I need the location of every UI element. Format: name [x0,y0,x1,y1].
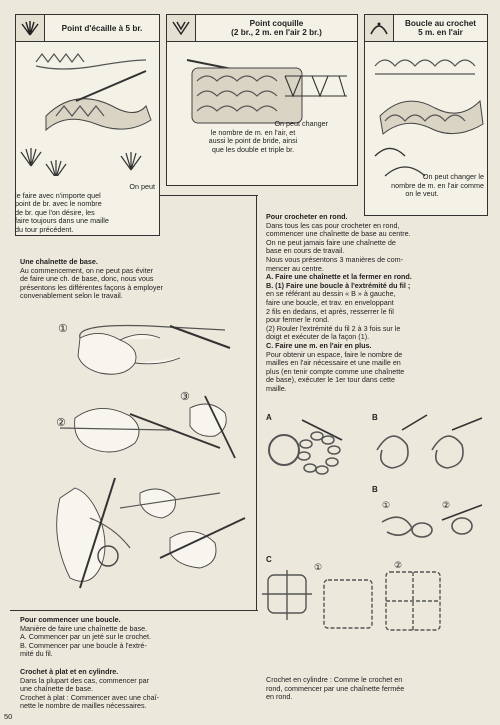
section-line: Crochet en cylindre : Comme le crochet en [266,675,403,684]
subsection-title: A. Faire une chaînette et la fermer en rond. [266,272,412,282]
figure-label: A [266,413,272,422]
frame-divider-vertical [256,195,257,610]
title-line: 5 m. en l'air [418,28,463,37]
caption-line: nombre de m. en l'air comme [391,180,484,190]
hands-crochet-illustration [20,318,252,590]
section-line: base en cours de travail. [266,246,345,256]
title-line: (2 br., 2 m. en l'air 2 br.) [231,28,322,37]
title-line: Boucle au crochet [405,19,476,28]
panel-header [365,15,487,42]
rond-section [266,213,488,393]
step-number: ② [56,416,66,429]
section-line: en se référant au dessin « B » à gauche, [266,289,396,299]
section-line: Crochet à plat : Commencer avec une chaî- [20,692,160,702]
figure-label: B [372,413,378,422]
section-line: une chaînette de base. [20,684,94,694]
caption-line: On peut [129,182,155,191]
frame-divider-horizontal [10,610,258,611]
figure-label: C [266,555,272,564]
caption-line: point de br. avec le nombre [15,199,102,209]
loop-arch-illustration [365,46,485,186]
col1-caption [15,183,155,235]
caption-line: on le veut. [405,189,439,199]
section-line: maille. [266,383,287,393]
figure-label: ② [394,561,403,571]
section-line: convenablement selon le travail. [20,291,123,301]
step-number: ③ [180,390,190,403]
section-line: mailles en l'air nécessaire et une maille en [266,358,401,368]
figure-label: ② [442,501,451,511]
caption-line: le nombre de m. en l'air, et [210,127,296,137]
figure-label: ① [314,563,323,573]
caption-line: faire toujours dans une maille [15,216,109,226]
section-line: rond, commencer par une chaînette fermée [266,683,405,693]
section-line: nette le nombre de mailles nécessaires. [20,701,147,711]
section-line: doigt et exécuter de la façon (1). [266,332,370,342]
section-line: de faire une ch. de base, donc, nous vous [20,274,154,284]
col3-caption [360,173,484,199]
section-line: On ne peut jamais faire une chaînette de [266,237,396,247]
panel-title: Point d'écaille à 5 br. [61,23,143,33]
shell-stitch-illustration [16,46,156,176]
section-line: en rond. [266,692,293,702]
caption-line: du tour précédent. [15,224,74,234]
cylindre-section [266,676,488,702]
section-line: B. Commencer par une boucle à l'extré- [20,640,147,650]
figure-label: B [372,485,378,494]
step-number: ① [58,322,68,335]
section-line: Pour obtenir un espace, faire le nombre de [266,349,403,359]
section-title: Pour commencer une boucle. [20,615,121,624]
section-line: de base), exécuter le 1er tour dans cette [266,375,396,385]
title-line: Point coquille [249,19,304,28]
section-line: mencer au centre. [266,263,324,273]
caption-line: que les double et triple br. [211,144,295,154]
boucle-section [20,616,256,659]
caption-line: de br. que l'on désire, les [15,207,95,217]
panel-header [167,15,357,42]
loop-arch-icon [365,15,394,41]
section-title: Une chaînette de base. [20,257,98,266]
caption-line: aussi le point de bride, ainsi [208,136,298,146]
caption-line: On peut changer [274,119,328,128]
section-line: Nous vous présentons 3 manières de com- [266,254,404,264]
section-line: Au commencement, on ne peut pas éviter [20,265,154,275]
panel-header [16,15,159,42]
section-line: 2 fils en dedans, et après, resserrer le fil [266,306,394,316]
caption-line: On peut changer le [422,172,484,181]
shell-v-panel [166,14,358,186]
section-line: mité du fil. [20,649,53,659]
subsection-title: B. (1) Faire une boucle à l'extrémité du fil ; [266,280,411,290]
chainette-section [20,258,252,301]
page-number: 50 [4,712,13,721]
section-line: Manière de faire une chaînette de base. [20,623,148,633]
caption-line: le faire avec n'importe quel [15,190,101,200]
shell-v-icon [167,15,196,41]
section-line: Dans tous les cas pour crocheter en rond, [266,220,400,230]
section-title: Crochet à plat et en cylindre. [20,667,119,676]
subsection-title: C. Faire une m. en l'air en plus. [266,340,372,350]
panel-title [196,19,357,37]
section-line: Dans la plupart des cas, commencer par [20,675,150,685]
shell-fan-icon [16,15,45,41]
col2-caption [178,120,328,154]
figure-label: ① [382,501,391,511]
section-line: plus (en tenir compte comme une chaînette [266,366,405,376]
section-line: présentons les différentes façons à employer [20,282,163,292]
section-line: faire une boucle, et trav. en enveloppant [266,297,394,307]
frame-divider-top [160,195,258,196]
plat-section [20,668,256,711]
section-line: (2) Rouler l'extrémité du fil 2 à 3 fois sur le [266,323,401,333]
rond-illustrations [262,410,490,672]
section-line: pour fermer le rond. [266,315,330,325]
section-line: commencer une chaînette de base au centre. [266,229,411,239]
section-title: Pour crocheter en rond. [266,212,348,221]
section-line: A. Commencer par un jeté sur le crochet. [20,632,152,642]
panel-title [394,19,487,37]
